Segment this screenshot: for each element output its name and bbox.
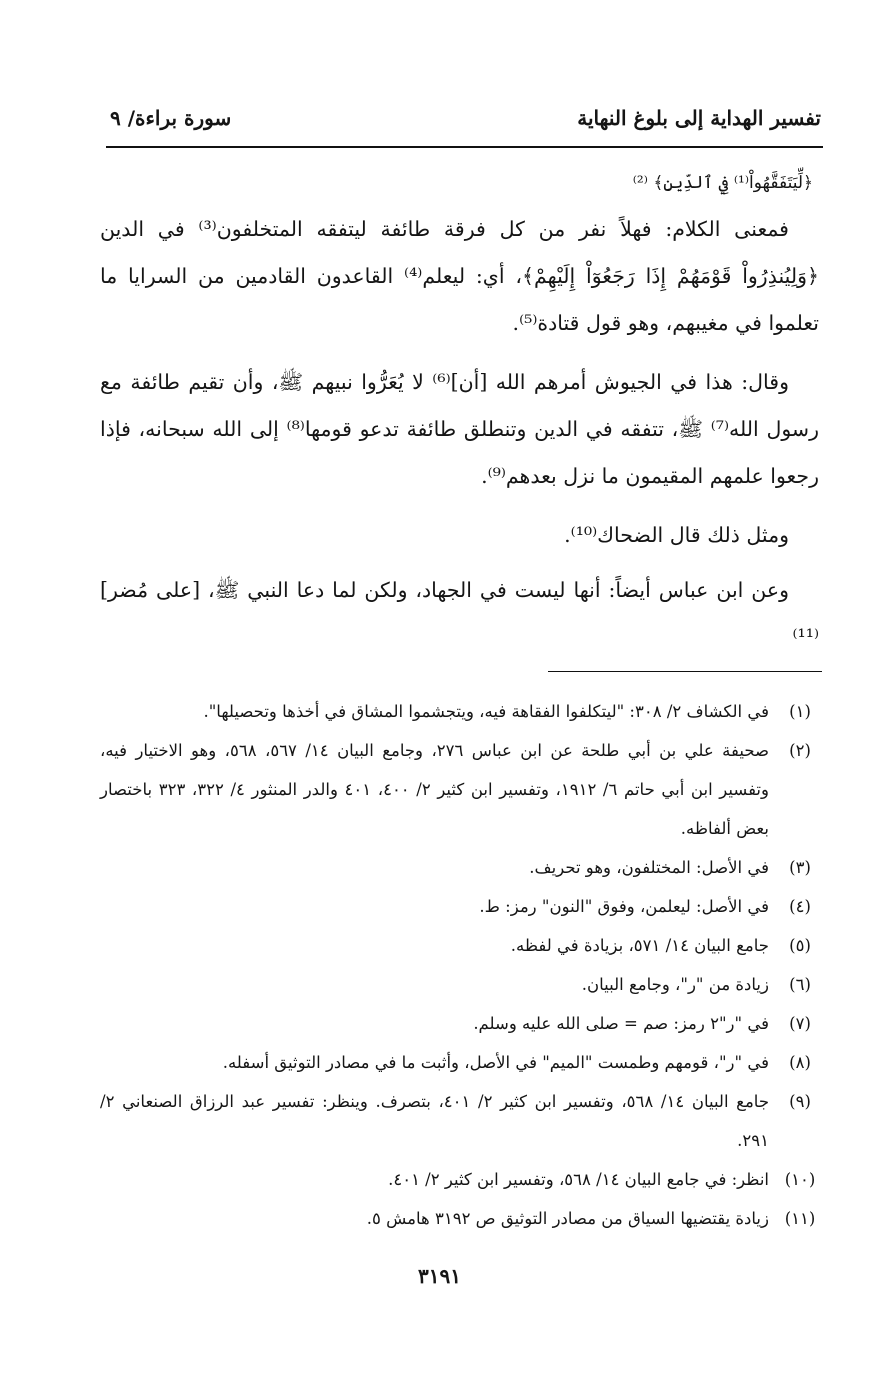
- footnote-text: في الأصل: ليعلمن، وفوق "النون" رمز: ط.: [479, 897, 769, 916]
- footnote-text: في الكشاف ٢/ ٣٠٨: "ليتكلفوا الفقاهة فيه، ويتجشموا المشاق في أخذها وتحصيلها".: [203, 702, 769, 721]
- running-header-title: تفسير الهداية إلى بلوغ النهاية: [577, 106, 821, 130]
- footnote-number: (١١): [784, 1209, 816, 1228]
- footnote: [100, 1160, 825, 1199]
- paragraph-4: وعن ابن عباس أيضاً: أنها ليست في الجهاد، ولكن لما دعا النبي ﷺ، [على مُضر]⁽¹¹⁾: [100, 578, 819, 649]
- footnotes: [100, 692, 825, 1238]
- paragraph-3: ومثل ذلك قال الضحاك⁽¹⁰⁾.: [564, 523, 789, 547]
- footnote-number: (٨): [789, 1053, 811, 1072]
- footnote-number: (٥): [789, 936, 811, 955]
- footnote-divider: [548, 671, 822, 672]
- footnote-text: زيادة من "ر"، وجامع البيان.: [581, 975, 769, 994]
- footnote: [100, 731, 825, 848]
- footnote-number: (٣): [789, 858, 811, 877]
- paragraph-1: فمعنى الكلام: فهلاً نفر من كل فرقة طائفة ليتفقه المتخلفون⁽³⁾ في الدين ﴿وَلِيُنذِرُواْ قَوْمَهُمْ إِذَا رَجَعُوٓاْ إِلَيْهِمْ﴾، أي: ليعلم⁽⁴⁾ القاعدون القادمين من السرايا ما تعلموا في مغيبهم، وهو قول قتادة⁽⁵⁾.: [100, 217, 819, 335]
- footnote-text: في "ر"، قومهم وطمست "الميم" في الأصل، وأثبت ما في مصادر التوثيق أسفله.: [222, 1053, 769, 1072]
- footnote: [100, 1199, 825, 1238]
- running-header-surah: سورة براءة/ ٩: [110, 106, 232, 130]
- footnote-text: زيادة يقتضيها السياق من مصادر التوثيق ص ٣١٩٢ هامش ٥.: [366, 1209, 769, 1228]
- paragraph-2: وقال: هذا في الجيوش أمرهم الله [أن]⁽⁶⁾ لا يُعَرُّوا نبيهم ﷺ، وأن تقيم طائفة مع رسول الله⁽⁷⁾ ﷺ، تتفقه في الدين وتنطلق طائفة تدعو قومها⁽⁸⁾ إلى الله سبحانه، فإذا رجعوا علمهم المقيمون ما نزل بعدهم⁽⁹⁾.: [100, 370, 820, 488]
- footnote: [100, 887, 825, 926]
- footnote: [100, 692, 825, 731]
- footnote-number: (٦): [789, 975, 811, 994]
- page-number: ٣١٩١: [418, 1264, 461, 1288]
- footnote: [100, 965, 825, 1004]
- footnote-number: (٧): [789, 1014, 811, 1033]
- footnote-number: (٤): [789, 897, 811, 916]
- footnote-number: (١): [789, 702, 811, 721]
- footnote-text: صحيفة علي بن أبي طلحة عن ابن عباس ٢٧٦، وجامع البيان ١٤/ ٥٦٧، ٥٦٨، وهو الاختيار فيه، وتفسير ابن أبي حاتم ٦/ ١٩١٢، وتفسير ابن كثير ٢/ ٤٠٠، ٤٠١ والدر المنثور ٤/ ٣٢٢، ٣٢٣ باختصار بعض ألفاظه.: [100, 741, 769, 838]
- footnote: [100, 1004, 825, 1043]
- footnote-number: (٢): [789, 741, 811, 760]
- main-text: [100, 160, 819, 661]
- footnote-text: في الأصل: المختلفون، وهو تحريف.: [529, 858, 769, 877]
- footnote-number: (١٠): [784, 1170, 816, 1189]
- footnote: [100, 1082, 825, 1160]
- footnote: [100, 926, 825, 965]
- footnote: [100, 1043, 825, 1082]
- footnote-text: في "ر"٢ رمز: صم = صلى الله عليه وسلم.: [473, 1014, 769, 1033]
- footnote-text: جامع البيان ١٤/ ٥٦٨، وتفسير ابن كثير ٢/ ٤٠١، بتصرف. وينظر: تفسير عبد الرزاق الصنعاني ٢/ ٢٩١.: [100, 1092, 770, 1150]
- quran-verse: ﴿لِّيَتَفَقَّهُواْ⁽¹⁾ فِي ٱلدِّينِ﴾ ⁽²⁾: [632, 173, 813, 193]
- footnote-number: (٩): [789, 1092, 811, 1111]
- footnote: [100, 848, 825, 887]
- footnote-text: جامع البيان ١٤/ ٥٧١، بزيادة في لفظه.: [510, 936, 769, 955]
- header-divider: [106, 146, 823, 148]
- footnote-text: انظر: في جامع البيان ١٤/ ٥٦٨، وتفسير ابن كثير ٢/ ٤٠١.: [388, 1170, 769, 1189]
